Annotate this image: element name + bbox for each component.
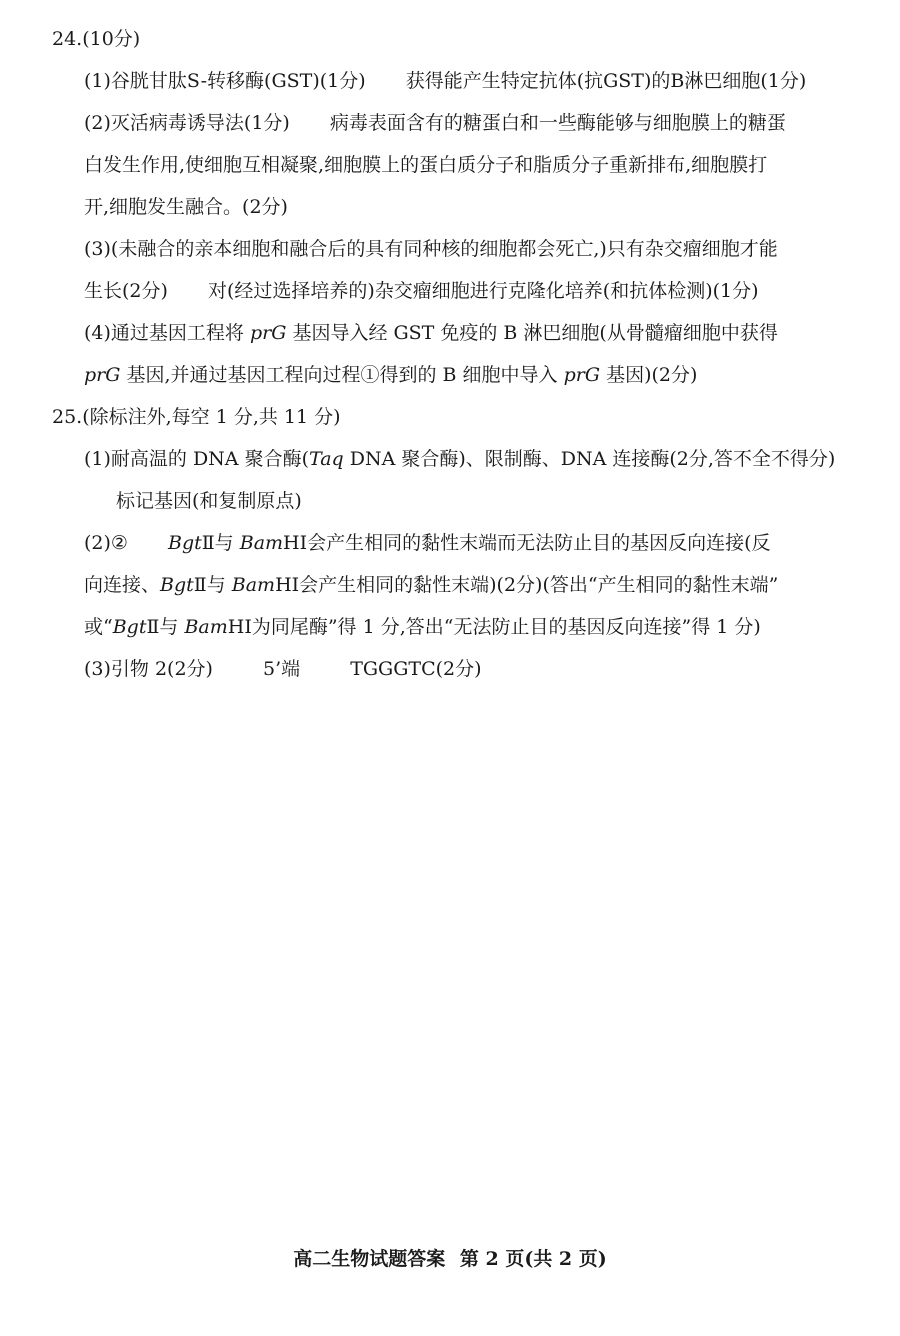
- q24-part2-line2: 白发生作用,使细胞互相凝聚,细胞膜上的蛋白质分子和脂质分子重新排布,细胞膜打: [84, 154, 768, 176]
- q25-part2-text: Ⅱ与: [193, 574, 232, 596]
- enzyme-name-bam: Bam: [239, 532, 284, 554]
- enzyme-name-bgt: Bgt: [160, 574, 194, 596]
- footer-title: 高二生物试题答案: [293, 1248, 446, 1270]
- q25-part3: [84, 656, 482, 682]
- q24-part1-answer-a: (1)谷胱甘肽S-转移酶(GST)(1分): [84, 70, 366, 92]
- q24-part3-line2: [84, 278, 759, 304]
- q25-part1-text-a2: DNA 聚合酶)、限制酶、DNA 连接酶(2分,答不全不得分): [343, 448, 836, 470]
- q24-part2-line1: [84, 110, 786, 136]
- q25-part2-number: (2)②: [84, 532, 128, 554]
- q25-part1-text-a1: (1)耐高温的 DNA 聚合酶(: [84, 448, 309, 470]
- q25-part2-text: Ⅱ与: [146, 616, 185, 638]
- q25-header: 25.(除标注外,每空 1 分,共 11 分): [52, 406, 341, 428]
- q24-part3-answer-c: 对(经过选择培养的)杂交瘤细胞进行克隆化培养(和抗体检测)(1分): [207, 280, 759, 302]
- q24-part1-answer-b: 获得能产生特定抗体(抗GST)的B淋巴细胞(1分): [405, 70, 807, 92]
- q25-part2-line1: [84, 530, 771, 556]
- q24-part4-text-b1: 基因,并通过基因工程向过程①得到的 B 细胞中导入: [120, 364, 564, 386]
- q24-part2-answer-b: 病毒表面含有的糖蛋白和一些酶能够与细胞膜上的糖蛋: [329, 112, 786, 134]
- gene-name-prG: prG: [563, 364, 601, 386]
- q25-part2-text: HⅠ会产生相同的黏性末端而无法防止目的基因反向连接(反: [283, 532, 771, 554]
- q25-part3-answer-c: TGGGTC(2分): [350, 658, 482, 680]
- q25-part2-text: Ⅱ与: [201, 532, 240, 554]
- enzyme-name-bgt: Bgt: [168, 532, 202, 554]
- q25-part2-text: 或“: [84, 616, 113, 638]
- q24-part4-text-a2: 基因导入经 GST 免疫的 B 淋巴细胞(从骨髓瘤细胞中获得: [286, 322, 778, 344]
- footer-page-number: 第 2 页(共 2 页): [459, 1248, 607, 1270]
- q24-part2-line3: 开,细胞发生融合。(2分): [84, 196, 288, 218]
- q24-part4-text-a1: (4)通过基因工程将: [84, 322, 250, 344]
- q24-part4-text-b2: 基因)(2分): [600, 364, 698, 386]
- q24-part2-answer-a: (2)灭活病毒诱导法(1分): [84, 112, 290, 134]
- enzyme-name-bam: Bam: [184, 616, 228, 638]
- q25-part2-text: HⅠ会产生相同的黏性末端)(2分)(答出“产生相同的黏性末端”: [275, 574, 779, 596]
- q25-part2-text: 向连接、: [84, 574, 161, 596]
- q25-part3-answer-a: (3)引物 2(2分): [84, 658, 213, 680]
- q24-part3-line1: (3)(未融合的亲本细胞和融合后的具有同种核的细胞都会死亡,)只有杂交瘤细胞才能: [84, 238, 778, 260]
- q24-part1: [84, 68, 806, 94]
- q25-part3-answer-b: 5’端: [263, 658, 301, 680]
- page-footer: [0, 1244, 900, 1271]
- q25-part1-line1: [84, 446, 835, 472]
- q24-part4-line1: [84, 320, 778, 346]
- enzyme-name-bgt: Bgt: [112, 616, 147, 638]
- enzyme-name-bam: Bam: [231, 574, 276, 596]
- q25-part2-line3: [84, 614, 761, 640]
- q25-part2-line2: [84, 572, 778, 598]
- q25-part1-line2: 标记基因(和复制原点): [116, 490, 302, 512]
- q25-part2-answer: [168, 530, 771, 556]
- q24-part3-answer-b: 生长(2分): [84, 280, 168, 302]
- q24-header: 24.(10分): [52, 28, 141, 50]
- q25-part2-text: HⅠ为同尾酶”得 1 分,答出“无法防止目的基因反向连接”得 1 分): [227, 616, 761, 638]
- gene-name-prG: prG: [249, 322, 287, 344]
- enzyme-name-taq: Taq: [309, 448, 344, 470]
- q24-part4-line2: [84, 362, 697, 388]
- gene-name-prG: prG: [84, 364, 121, 386]
